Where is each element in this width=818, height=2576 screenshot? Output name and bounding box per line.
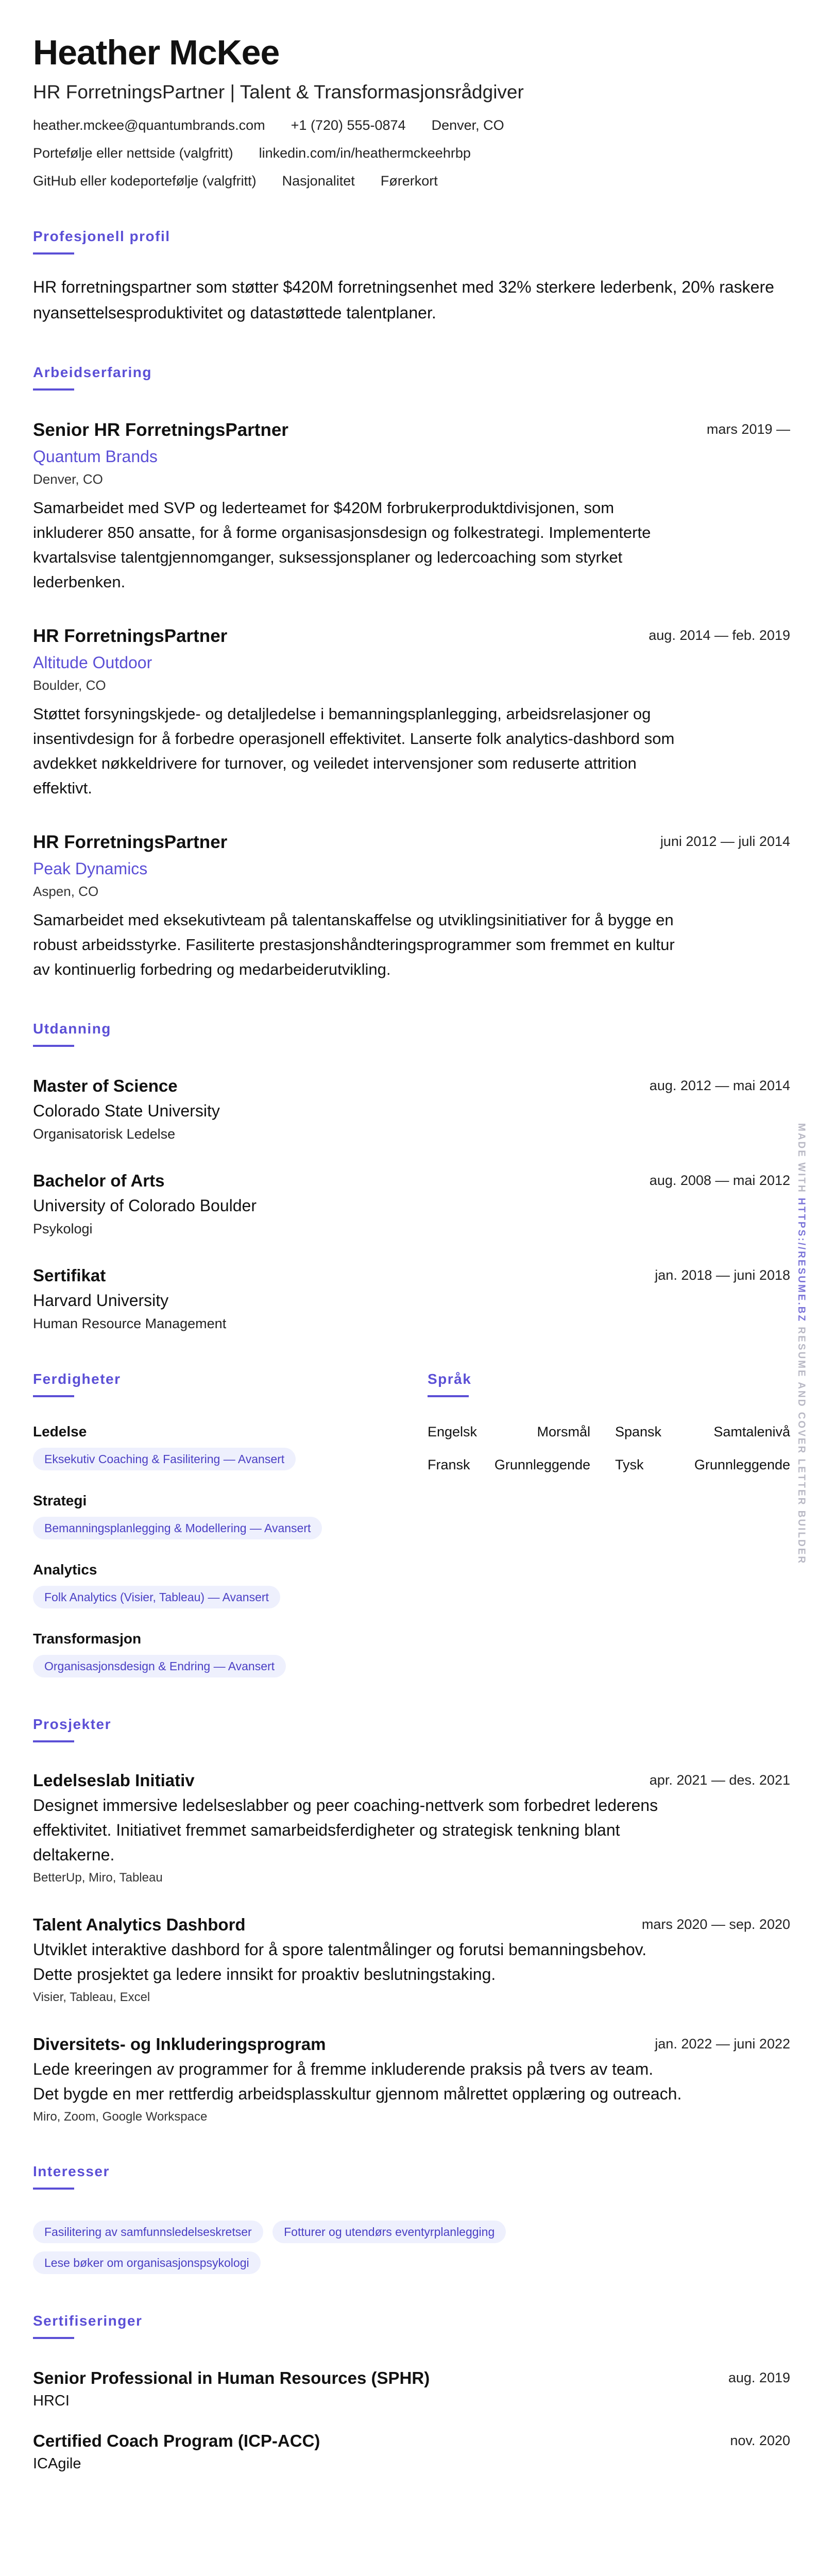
- certifications-section: [33, 2312, 790, 2473]
- degree: Bachelor of Arts: [33, 1171, 165, 1190]
- skill-pill: Organisasjonsdesign & Endring — Avansert: [33, 1655, 286, 1677]
- project-tools: Miro, Zoom, Google Workspace: [33, 2110, 208, 2124]
- language-name: Tysk: [615, 1457, 644, 1472]
- credit-suffix: RESUME AND COVER LETTER BUILDER: [796, 1323, 807, 1565]
- language-level: Grunnleggende: [694, 1457, 790, 1472]
- interests-section: [33, 2163, 790, 2274]
- language-level: Morsmål: [537, 1424, 590, 1439]
- certification-name: Senior Professional in Human Resources (SPHR): [33, 2368, 430, 2387]
- project-description: Designet immersive ledelseslabber og peer coaching-nettverk som forbedret lederens effektivitet. Initiativet fremmet samarbeidsferdigheter og strategisk tenkning blant deltakerne.: [33, 1796, 658, 1864]
- contact-nationality: Nasjonalitet: [282, 173, 355, 189]
- certification-date: nov. 2020: [730, 2433, 790, 2448]
- section-title: Arbeidserfaring: [33, 364, 152, 380]
- resume-page: [33, 0, 790, 2473]
- education-entry: [33, 1265, 790, 1332]
- skills-section: [33, 1370, 428, 1677]
- interest-list: [33, 2212, 651, 2274]
- job-description: Samarbeidet med SVP og lederteamet for $420M forbrukerproduktdivisjonen, som inkluderer 850 ansatte, for å forme organisasjonsdesign og folkestrategi. Implementerte kvartalsvise talentgjennomganger, suksessjonsplaner og ledercoaching som styrket lederbenken.: [33, 499, 651, 591]
- language-level: Samtalenivå: [713, 1424, 790, 1439]
- school: Colorado State University: [33, 1101, 220, 1120]
- project-tools: Visier, Tableau, Excel: [33, 1990, 150, 2004]
- certification-issuer: HRCI: [33, 2393, 70, 2409]
- degree: Master of Science: [33, 1076, 178, 1095]
- education-entry: [33, 1076, 790, 1143]
- job-title: HR ForretningsPartner: [33, 832, 228, 852]
- education-section: [33, 1020, 790, 1332]
- project-entry: [33, 1770, 790, 1886]
- project-description: Utviklet interaktive dashbord for å spore talentmålinger og forutsi bemanningsbehov. Dette prosjektet ga ledere innsikt for proaktiv beslutningstaking.: [33, 1940, 647, 1984]
- certification-date: aug. 2019: [728, 2370, 790, 2385]
- contact-phone[interactable]: +1 (720) 555-0874: [291, 117, 406, 133]
- section-title: Prosjekter: [33, 1716, 111, 1732]
- section-rule: [33, 388, 74, 391]
- language-item: [428, 1423, 603, 1440]
- language-item: [603, 1423, 790, 1440]
- language-grid: [428, 1423, 790, 1473]
- project-title: Ledelseslab Initiativ: [33, 1771, 195, 1790]
- language-name: Spansk: [615, 1424, 662, 1439]
- section-rule: [33, 1395, 74, 1397]
- contact-row-3: [33, 172, 790, 190]
- section-rule: [33, 2337, 74, 2339]
- section-title: Ferdigheter: [33, 1371, 121, 1387]
- skill-pill: Eksekutiv Coaching & Fasilitering — Avansert: [33, 1448, 296, 1470]
- section-rule: [33, 1045, 74, 1047]
- interest-pill: Fotturer og utendørs eventyrplanlegging: [272, 2221, 506, 2243]
- job-date: juni 2012 — juli 2014: [660, 834, 790, 849]
- project-description: Lede kreeringen av programmer for å fremme inkluderende praksis på tvers av team. Det bygde en mer rettferdig arbeidsplasskultur gjennom målrettet opplæring og outreach.: [33, 2060, 682, 2103]
- skill-group-name: Analytics: [33, 1562, 97, 1578]
- candidate-name: Heather McKee: [33, 33, 280, 72]
- interest-pill: Lese bøker om organisasjonspsykologi: [33, 2251, 261, 2274]
- contact-github[interactable]: GitHub eller kodeportefølje (valgfritt): [33, 173, 257, 189]
- job-description: Samarbeidet med eksekutivteam på talentanskaffelse og utviklingsinitiativer for å bygge en robust arbeidsstyrke. Fasiliterte prestasjonshåndteringsprogrammer som fremmet en kultur av kontinuerlig forbedring og medarbeiderutvikling.: [33, 911, 675, 978]
- experience-entry: [33, 625, 790, 801]
- field-of-study: Organisatorisk Ledelse: [33, 1126, 176, 1142]
- skill-group: [33, 1630, 428, 1677]
- job-location: Boulder, CO: [33, 677, 106, 693]
- section-title: Språk: [428, 1371, 472, 1387]
- language-item: [428, 1456, 603, 1473]
- interest-pill: Fasilitering av samfunnsledelseskretser: [33, 2221, 263, 2243]
- section-rule: [33, 1740, 74, 1742]
- certification-name: Certified Coach Program (ICP-ACC): [33, 2431, 320, 2450]
- school: University of Colorado Boulder: [33, 1196, 257, 1215]
- job-company: Quantum Brands: [33, 447, 158, 466]
- job-title: HR ForretningsPartner: [33, 626, 228, 646]
- section-title: Utdanning: [33, 1021, 111, 1037]
- project-date: apr. 2021 — des. 2021: [649, 1772, 790, 1788]
- section-title: Profesjonell profil: [33, 228, 171, 244]
- field-of-study: Human Resource Management: [33, 1316, 227, 1331]
- job-date: aug. 2014 — feb. 2019: [649, 628, 790, 643]
- job-location: Denver, CO: [33, 471, 103, 487]
- candidate-headline: HR ForretningsPartner | Talent & Transformasjonsrådgiver: [33, 81, 524, 103]
- profile-section: [33, 228, 790, 326]
- project-entry: [33, 1914, 790, 2005]
- education-date: aug. 2012 — mai 2014: [649, 1078, 790, 1093]
- certification-entry: [33, 2431, 790, 2473]
- project-title: Talent Analytics Dashbord: [33, 1915, 246, 1934]
- projects-section: [33, 1716, 790, 2125]
- skill-group-name: Ledelse: [33, 1423, 87, 1439]
- skill-pill: Folk Analytics (Visier, Tableau) — Avansert: [33, 1586, 280, 1608]
- degree: Sertifikat: [33, 1266, 106, 1285]
- skill-group-name: Strategi: [33, 1493, 87, 1509]
- job-description: Støttet forsyningskjede- og detaljledelse i bemanningsplanlegging, arbeidsrelasjoner og insentivdesign for å forbedre operasjonell effektivitet. Lanserte folk analytics-dashbord som avdekket nøkkeldrivere for turnover, og veiledet intervensjoner som reduserte attrition effektivt.: [33, 705, 675, 797]
- school: Harvard University: [33, 1291, 169, 1310]
- credit-link[interactable]: HTTPS://RESUME.BZ: [796, 1198, 807, 1323]
- contact-location: Denver, CO: [431, 117, 504, 133]
- project-tools: BetterUp, Miro, Tableau: [33, 1871, 163, 1885]
- skill-group: [33, 1561, 428, 1608]
- section-rule: [428, 1395, 469, 1397]
- builder-credit-text: [795, 1123, 807, 1565]
- education-date: jan. 2018 — juni 2018: [655, 1267, 790, 1283]
- languages-section: [428, 1370, 790, 1677]
- job-company: Peak Dynamics: [33, 859, 148, 878]
- contact-license: Førerkort: [380, 173, 438, 189]
- project-date: jan. 2022 — juni 2022: [655, 2036, 790, 2052]
- section-rule: [33, 252, 74, 255]
- skill-pill: Bemanningsplanlegging & Modellering — Avansert: [33, 1517, 322, 1539]
- skill-group: [33, 1492, 428, 1539]
- skill-group-name: Transformasjon: [33, 1631, 142, 1647]
- language-name: Engelsk: [428, 1424, 478, 1439]
- builder-credit: [791, 1123, 812, 1565]
- skills-languages-row: [33, 1370, 790, 1677]
- skill-group: [33, 1423, 428, 1470]
- education-date: aug. 2008 — mai 2012: [649, 1173, 790, 1188]
- project-date: mars 2020 — sep. 2020: [641, 1917, 790, 1932]
- job-location: Aspen, CO: [33, 884, 99, 899]
- contact-row-2: [33, 144, 790, 162]
- job-date: mars 2019 —: [706, 421, 790, 437]
- certification-issuer: ICAgile: [33, 2455, 81, 2472]
- job-title: Senior HR ForretningsPartner: [33, 420, 288, 440]
- contact-email[interactable]: heather.mckee@quantumbrands.com: [33, 117, 265, 133]
- section-title: Sertifiseringer: [33, 2313, 143, 2329]
- project-entry: [33, 2034, 790, 2125]
- education-entry: [33, 1171, 790, 1238]
- resume-header: [33, 32, 790, 190]
- experience-section: [33, 364, 790, 982]
- contact-row-1: [33, 116, 790, 134]
- experience-entry: [33, 832, 790, 982]
- field-of-study: Psykologi: [33, 1221, 93, 1236]
- experience-entry: [33, 419, 790, 595]
- section-rule: [33, 2188, 74, 2190]
- profile-summary: HR forretningspartner som støtter $420M forretningsenhet med 32% sterkere lederbenk, 20% raskere nyansettelsesproduktivitet og datastøttede talentplaner.: [33, 278, 774, 322]
- language-item: [603, 1456, 790, 1473]
- credit-prefix: MADE WITH: [796, 1123, 807, 1198]
- job-company: Altitude Outdoor: [33, 653, 152, 672]
- language-name: Fransk: [428, 1457, 470, 1472]
- project-title: Diversitets- og Inkluderingsprogram: [33, 2035, 326, 2054]
- section-title: Interesser: [33, 2163, 110, 2179]
- certification-entry: [33, 2368, 790, 2410]
- contact-linkedin[interactable]: linkedin.com/in/heathermckeehrbp: [259, 145, 471, 161]
- contact-portfolio[interactable]: Portefølje eller nettside (valgfritt): [33, 145, 233, 161]
- language-level: Grunnleggende: [494, 1457, 590, 1472]
